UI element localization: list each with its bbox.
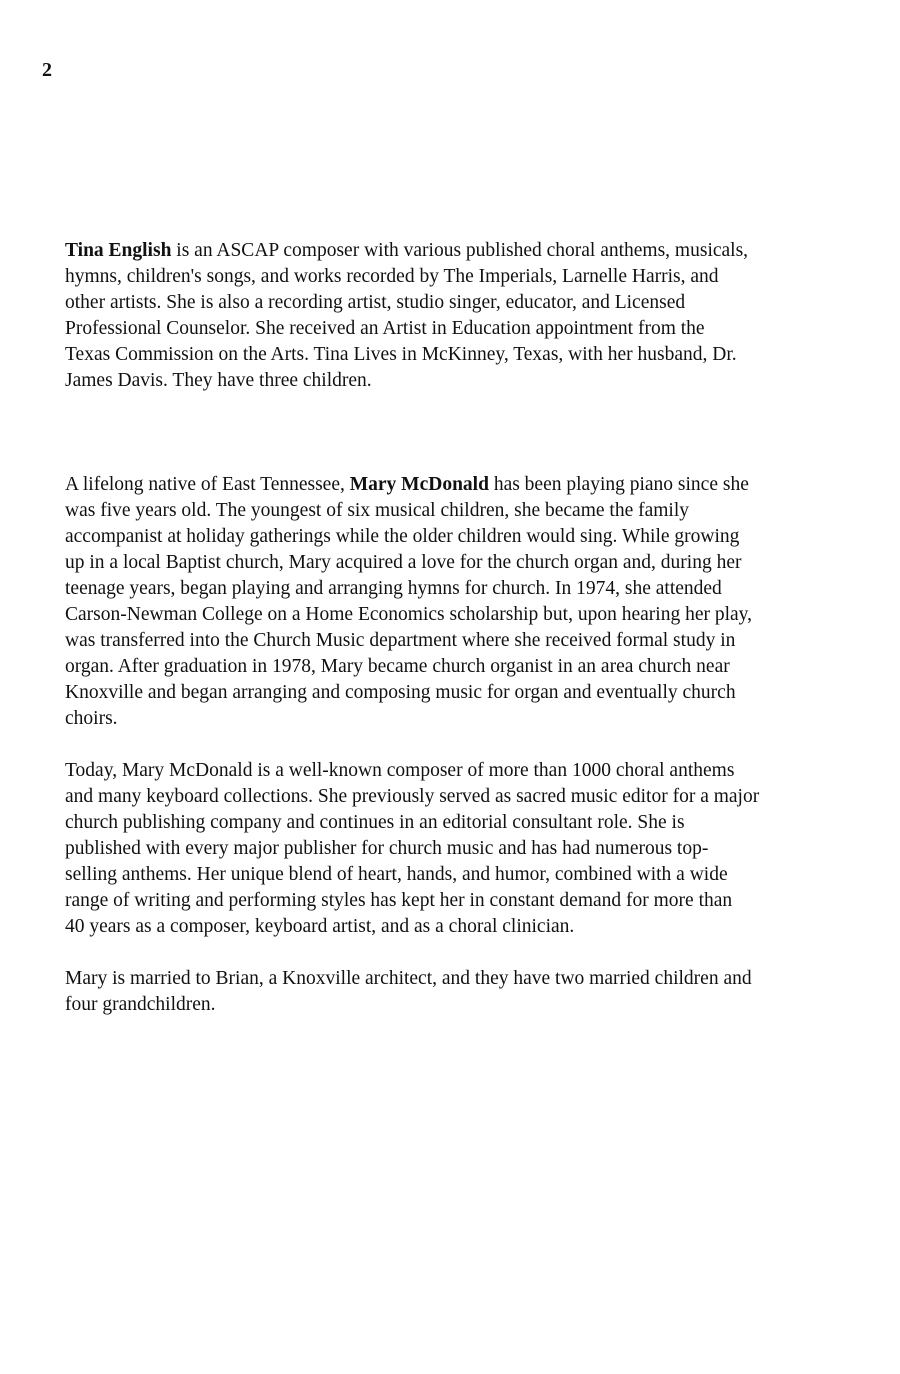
text-line: teenage years, began playing and arranging hymns for church. In 1974, she attended [65, 578, 722, 599]
text-line: Texas Commission on the Arts. Tina Lives in McKinney, Texas, with her husband, Dr. [65, 344, 737, 365]
text-line: church publishing company and continues in an editorial consultant role. She is [65, 812, 685, 833]
person-name: Tina English [65, 240, 172, 261]
text-line: 40 years as a composer, keyboard artist, and as a choral clinician. [65, 916, 575, 937]
text-line: hymns, children's songs, and works recorded by The Imperials, Larnelle Harris, and [65, 266, 719, 287]
bio-paragraph [65, 238, 845, 394]
text-line: other artists. She is also a recording artist, studio singer, educator, and Licensed [65, 292, 686, 313]
page-number: 2 [42, 59, 52, 81]
text-line: published with every major publisher for church music and has had numerous top- [65, 838, 709, 859]
text-line: Professional Counselor. She received an Artist in Education appointment from the [65, 318, 705, 339]
bio-tina-english [65, 238, 845, 394]
text-line: selling anthems. Her unique blend of heart, hands, and humor, combined with a wide [65, 864, 728, 885]
text-line: Tina English is an ASCAP composer with various published choral anthems, musicals, [65, 240, 749, 261]
bio-mary-mcdonald [65, 472, 845, 1018]
text-line: Knoxville and began arranging and composing music for organ and eventually church [65, 682, 736, 703]
person-name: Mary McDonald [349, 474, 489, 495]
bio-paragraph [65, 966, 845, 1018]
text-line: Today, Mary McDonald is a well-known composer of more than 1000 choral anthems [65, 760, 735, 781]
paragraph-spacer [65, 940, 845, 966]
bio-paragraph [65, 472, 845, 732]
paragraph-spacer [65, 732, 845, 758]
text-line: Carson-Newman College on a Home Economics scholarship but, upon hearing her play, [65, 604, 753, 625]
text-line: up in a local Baptist church, Mary acquired a love for the church organ and, during her [65, 552, 742, 573]
text-line: organ. After graduation in 1978, Mary became church organist in an area church near [65, 656, 730, 677]
bio-paragraph [65, 758, 845, 940]
bio-spacer [65, 394, 845, 472]
text-line: four grandchildren. [65, 994, 216, 1015]
text-line: was transferred into the Church Music department where she received formal study in [65, 630, 736, 651]
text-line: accompanist at holiday gatherings while the older children would sing. While growing [65, 526, 740, 547]
text-line: choirs. [65, 708, 118, 729]
text-line: range of writing and performing styles has kept her in constant demand for more than [65, 890, 733, 911]
text-line: was five years old. The youngest of six musical children, she became the family [65, 500, 689, 521]
text-line: Mary is married to Brian, a Knoxville architect, and they have two married children and [65, 968, 752, 989]
text-line: A lifelong native of East Tennessee, Mary McDonald has been playing piano since she [65, 474, 749, 495]
text-line: James Davis. They have three children. [65, 370, 372, 391]
bio-content [65, 238, 845, 1018]
text-line: and many keyboard collections. She previously served as sacred music editor for a major [65, 786, 760, 807]
